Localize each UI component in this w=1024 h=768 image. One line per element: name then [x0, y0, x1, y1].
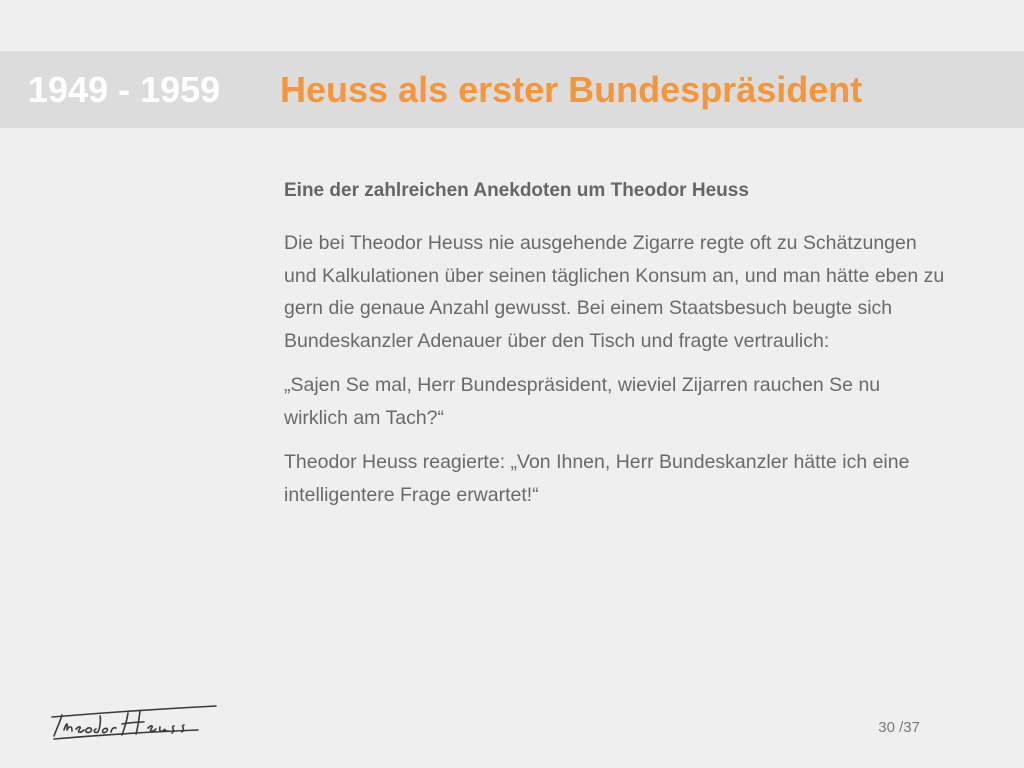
paragraph-intro: Die bei Theodor Heuss nie ausgehende Zigarre regte oft zu Schätzungen und Kalkulationen über seinen täglichen Konsum an, und man hätte eben zu gern die genaue Anzahl gewusst. Bei einem Staatsbesuch beugte sich Bundeskanzler Adenauer über den Tisch und fragte vertraulich: — [284, 232, 945, 352]
signature-image — [48, 700, 223, 748]
header-years: 1949 - 1959 — [28, 69, 221, 110]
header-bar — [0, 51, 1024, 128]
content-block — [284, 177, 949, 523]
page-title: Heuss als erster Bundespräsident — [280, 69, 863, 110]
page-number: 30 /37 — [878, 719, 920, 736]
paragraph-reply-heuss: Theodor Heuss reagierte: „Von Ihnen, Herr Bundeskanzler hätte ich eine intelligentere Frage erwartet!“ — [284, 451, 910, 506]
subheading: Eine der zahlreichen Anekdoten um Theodor Heuss — [284, 180, 749, 201]
paragraph-quote-adenauer: „Sajen Se mal, Herr Bundespräsident, wieviel Zijarren rauchen Se nu wirklich am Tach?“ — [284, 374, 881, 429]
